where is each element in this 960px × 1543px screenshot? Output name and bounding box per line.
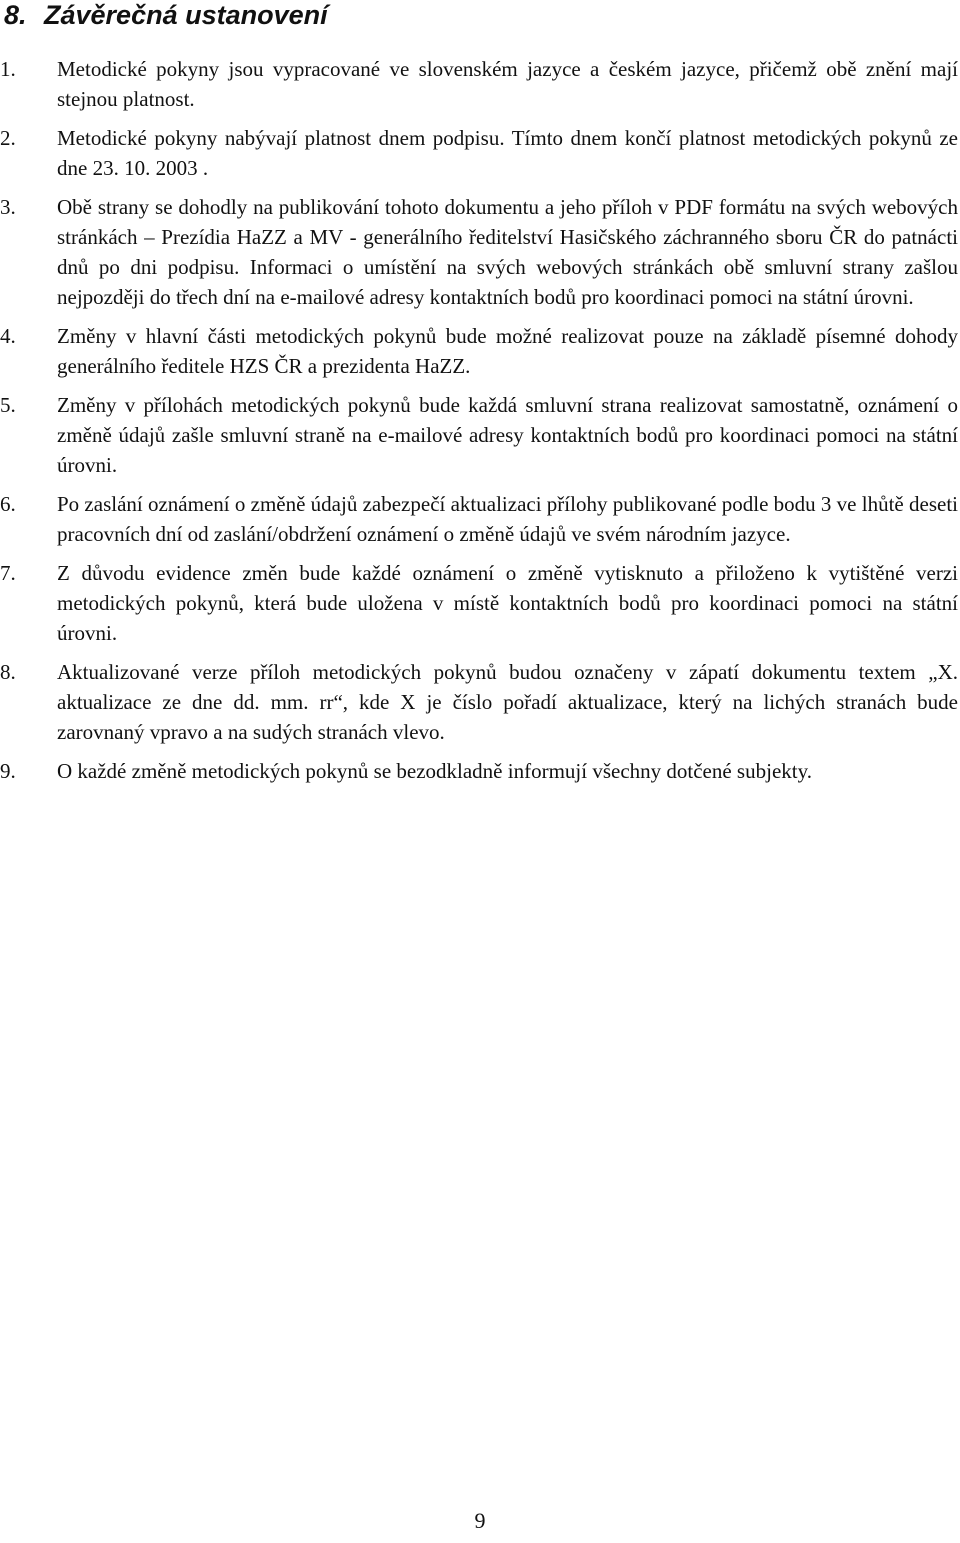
page-number: 9: [474, 1508, 486, 1533]
item-text: Po zaslání oznámení o změně údajů zabezpečí aktualizaci přílohy publikované podle bodu 3 ve lhůtě deseti pracovních dní od zaslání/obdržení oznámení o změně údajů ve svém národním jazyce.: [57, 492, 958, 546]
section-title: Závěrečná ustanovení: [44, 0, 328, 30]
item-number: 9.: [0, 759, 16, 783]
item-number: 2.: [0, 126, 16, 150]
item-text: Z důvodu evidence změn bude každé oznámení o změně vytisknuto a přiloženo k vytištěné verzi metodických pokynů, která bude uložena v místě kontaktních bodů pro koordinaci pomoci na státní úrovni.: [57, 561, 958, 645]
list-item: [0, 192, 958, 312]
provisions-list: [0, 54, 958, 795]
list-item: [0, 558, 958, 648]
item-number: 1.: [0, 57, 16, 81]
item-text: O každé změně metodických pokynů se bezodkladně informují všechny dotčené subjekty.: [57, 759, 812, 783]
section-number: 8.: [4, 0, 27, 30]
item-text: Změny v přílohách metodických pokynů bude každá smluvní strana realizovat samostatně, oznámení o změně údajů zašle smluvní straně na e-mailové adresy kontaktních bodů pro koordinaci pomoci na státní úrovni.: [57, 393, 958, 477]
list-item: [0, 489, 958, 549]
item-text: Změny v hlavní části metodických pokynů bude možné realizovat pouze na základě písemné dohody generálního ředitele HZS ČR a prezidenta HaZZ.: [57, 324, 958, 378]
list-item: [0, 657, 958, 747]
list-item: [0, 321, 958, 381]
item-text: Obě strany se dohodly na publikování tohoto dokumentu a jeho příloh v PDF formátu na svých webových stránkách – Prezídia HaZZ a MV - generálního ředitelství Hasičského záchranného sboru ČR do patnácti dnů po dni podpisu. Informaci o umístění na svých webových stránkách obě smluvní strany zašlou nejpozději do třech dní na e-mailové adresy kontaktních bodů pro koordinaci pomoci na státní úrovni.: [57, 195, 958, 309]
item-number: 4.: [0, 324, 16, 348]
list-item: [0, 123, 958, 183]
list-item: [0, 756, 958, 786]
item-number: 3.: [0, 195, 16, 219]
item-number: 5.: [0, 393, 16, 417]
list-item: [0, 390, 958, 480]
item-number: 6.: [0, 492, 16, 516]
item-number: 8.: [0, 660, 16, 684]
list-item: [0, 54, 958, 114]
item-text: Metodické pokyny nabývají platnost dnem podpisu. Tímto dnem končí platnost metodických pokynů ze dne 23. 10. 2003 .: [57, 126, 958, 180]
item-text: Metodické pokyny jsou vypracované ve slovenském jazyce a českém jazyce, přičemž obě znění mají stejnou platnost.: [57, 57, 958, 111]
item-text: Aktualizované verze příloh metodických pokynů budou označeny v zápatí dokumentu textem „X. aktualizace ze dne dd. mm. rr“, kde X je číslo pořadí aktualizace, který na lichých stranách bude zarovnaný vpravo a na sudých stranách vlevo.: [57, 660, 958, 744]
section-heading: [4, 0, 328, 30]
item-number: 7.: [0, 561, 16, 585]
